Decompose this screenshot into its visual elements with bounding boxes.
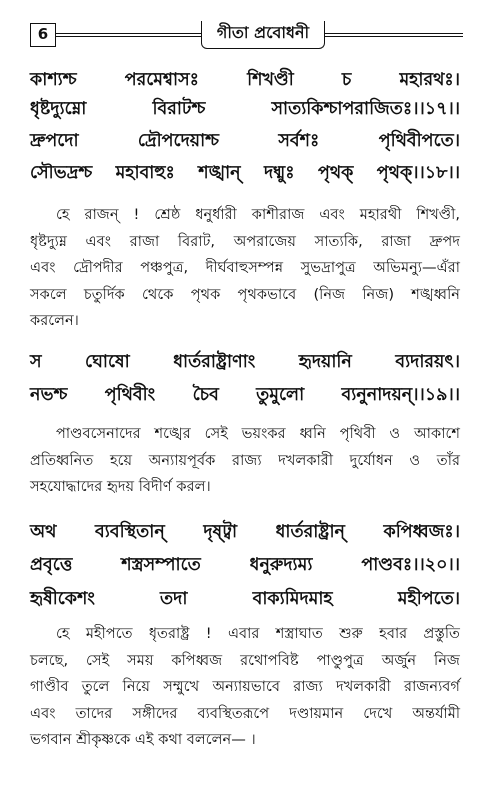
commentary-line: চলছে, সেই সময় কপিধ্বজ রথোপবিষ্ট পাণ্ডুপুত্র অর্জুন নিজ [30, 651, 460, 669]
commentary-line: সকলে চতুর্দিক থেকে পৃথক পৃথকভাবে (নিজ নিজ) শঙ্খধ্বনি [30, 285, 460, 303]
verse-word: ব্যনুনাদয়ন্।।১৯।। [341, 385, 460, 405]
verse-line [30, 161, 460, 185]
page-number: 6 [30, 23, 56, 47]
verse-word: ধার্তরাষ্ট্রাণাং [173, 352, 256, 372]
commentary-19 [30, 421, 460, 501]
verse-line [30, 383, 460, 407]
verse-word: ব্যদারয়ৎ। [395, 352, 460, 372]
verse-word: চ [341, 70, 352, 90]
verse-word: ধনুরুদ্যম্য [249, 555, 313, 575]
verse-word: পৃথিবীং [104, 385, 156, 405]
verse-word: বিরাটশ্চ [152, 99, 206, 119]
commentary-line: গাণ্ডীব তুলে নিয়ে সম্মুখে অন্যায়ভাবে রাজ্য দখলকারী রাজন্যবর্গ [30, 678, 460, 695]
verse-word: স [30, 352, 42, 372]
commentary-line: এবং তাদের সঙ্গীদের ব্যবস্থিতরূপে দণ্ডায়মান দেখে অন্তর্যামী [30, 704, 460, 722]
header-rule-left [56, 33, 201, 37]
verse-line [30, 97, 460, 121]
verse-word: প্রবৃত্তে [30, 555, 73, 575]
commentary-line: এবং দ্রৌপদীর পঞ্চপুত্র, দীর্ঘবাহুসম্পন্ন সুভদ্রাপুত্র অভিমন্যু—এঁরা [30, 259, 460, 276]
verse-word: পরমেশ্বাসঃ [124, 70, 199, 90]
running-title: গীতা প্রবোধনী [201, 21, 325, 49]
verse-line [30, 68, 460, 92]
commentary-20 [30, 621, 460, 754]
verse-line [30, 520, 460, 544]
page-header [30, 20, 463, 50]
verse-word: পৃথিবীপতে। [378, 131, 460, 151]
verse-word: কপিধ্বজঃ। [383, 522, 460, 542]
verse-word: শঙ্খান্ [198, 163, 241, 183]
verse-word: তদা [160, 589, 188, 609]
verse-word: ধার্তরাষ্ট্রান্ [275, 522, 345, 542]
verse-word: সৌভদ্রশ্চ [30, 163, 93, 183]
verse-word: পৃথক্।।১৮।। [376, 163, 460, 183]
verse-line [30, 587, 460, 611]
verse-line [30, 553, 460, 577]
verse-word: হৃষীকেশং [30, 589, 95, 609]
verse-word: শিখণ্ডী [247, 70, 294, 90]
verse-word: মহীপতে। [397, 589, 460, 609]
verse-word: দ্রৌপদেয়াশ্চ [137, 131, 220, 151]
verse-word: অথ [30, 522, 57, 542]
verse-word: দৃষ্ট্বা [203, 522, 238, 542]
verse-word: সর্বশঃ [278, 131, 320, 151]
commentary-line: করলেন। [30, 312, 79, 329]
verse-line [30, 129, 460, 153]
verse-word: কাশ্যশ্চ [30, 70, 77, 90]
header-rule-right [325, 33, 463, 37]
verse-word: তুমুলো [256, 385, 305, 405]
verse-word: পৃথক্ [317, 163, 354, 183]
verse-word: পাণ্ডবঃ।।২০।। [361, 555, 460, 575]
verse-word: শস্ত্রসম্পাতে [121, 555, 201, 575]
verse-word: চৈব [192, 385, 219, 405]
commentary-line: প্রতিধ্বনিত হয়ে অন্যায়পূর্বক রাজ্য দখলকারী দুর্যোধন ও তাঁর [30, 451, 460, 469]
verse-word: নভশ্চ [30, 385, 68, 405]
verse-word: ঘোষো [85, 352, 130, 372]
verse-word: মহারথঃ। [399, 70, 460, 90]
verse-word: বাক্যমিদমাহ [252, 589, 333, 609]
commentary-line: ধৃষ্টদ্যুম্ন এবং রাজা বিরাট, অপরাজেয় সাত্যকি, রাজা দ্রুপদ [30, 232, 460, 250]
commentary-line: হে রাজন্ ! শ্রেষ্ঠ ধনুর্ধারী কাশীরাজ এবং মহারথী শিখণ্ডী, [56, 206, 460, 223]
commentary-line: সহযোদ্ধাদের হৃদয় বিদীর্ণ করল। [30, 478, 211, 495]
commentary-17-18 [30, 202, 460, 335]
verse-word: ধৃষ্টদ্যুম্নো [30, 99, 87, 119]
verse-word: হৃদয়ানি [298, 352, 352, 372]
commentary-line: ভগবান শ্রীকৃষ্ণকে এই কথা বললেন— । [30, 731, 256, 748]
verse-word: দধ্মুঃ [263, 163, 295, 183]
verse-word: ব্যবস্থিতান্ [95, 522, 165, 542]
verse-word: সাত্যকিশ্চাপরাজিতঃ।।১৭।। [271, 99, 460, 119]
commentary-line: হে মহীপতে ধৃতরাষ্ট্র ! এবার শস্ত্রাঘাত শুরু হবার প্রস্তুতি [56, 625, 460, 642]
verse-word: মহাবাহুঃ [115, 163, 175, 183]
verse-word: দ্রুপদো [30, 131, 79, 151]
commentary-line: পাণ্ডবসেনাদের শঙ্খের সেই ভয়ংকর ধ্বনি পৃথিবী ও আকাশে [56, 425, 460, 442]
verse-line [30, 350, 460, 374]
